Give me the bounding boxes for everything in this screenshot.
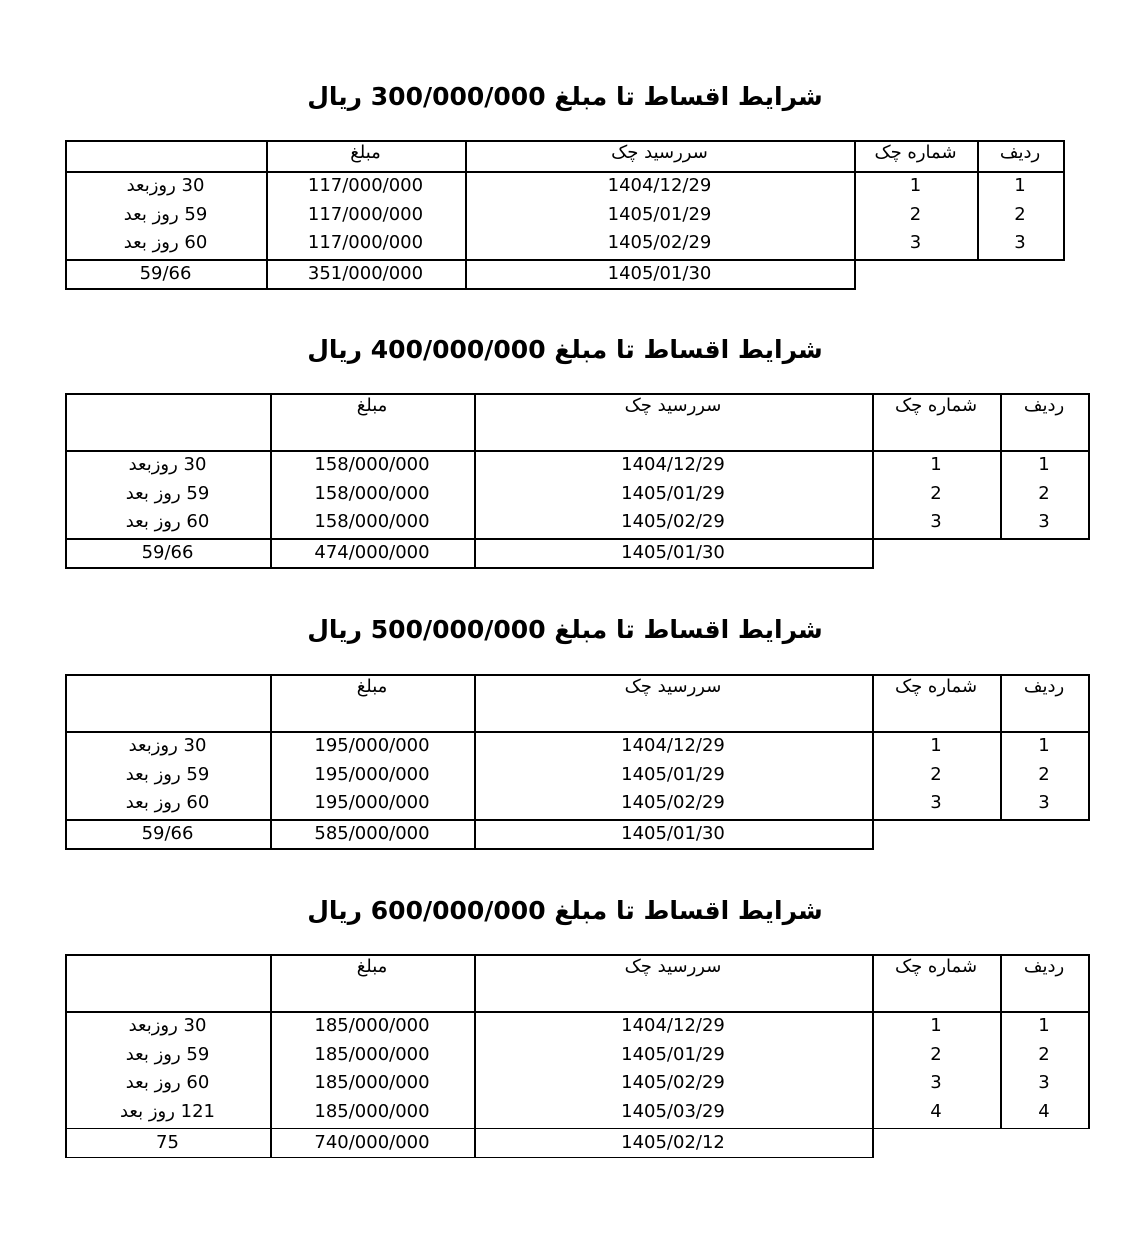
cell-check-no: 3: [909, 232, 922, 254]
cell-due-date: 1405/01/29: [621, 1043, 725, 1065]
cell-check-no: 3: [930, 511, 942, 533]
column-header-due-date: سررسید چک: [624, 676, 722, 697]
cell-row: 4: [1038, 1101, 1050, 1123]
table-rule: [1088, 674, 1090, 821]
cell-due-date: 1405/01/29: [621, 763, 725, 785]
cell-note: 60 روز بعد: [123, 232, 208, 254]
cell-note: 121 روز بعد: [119, 1101, 216, 1123]
cell-amount: 158/000/000: [314, 482, 430, 504]
column-header-note: [65, 954, 270, 980]
section-title: شرایط اقساط تا مبلغ 500/000/000 ریال: [307, 615, 823, 644]
column-header-check-no: شماره چک: [894, 956, 978, 977]
cell-check-no: 2: [930, 763, 942, 785]
column-header-amount: مبلغ: [356, 956, 388, 977]
cell-amount: 195/000/000: [314, 735, 430, 756]
cell-row: 1: [1038, 454, 1050, 475]
cell-due-date: 1404/12/29: [621, 735, 725, 756]
cell-due-date: 1405/01/29: [607, 203, 712, 225]
cell-due-date: 1405/01/29: [621, 482, 725, 504]
cell-amount: 195/000/000: [314, 763, 430, 785]
section-title: شرایط اقساط تا مبلغ 300/000/000 ریال: [307, 82, 823, 111]
cell-note: 59 روز بعد: [123, 203, 208, 225]
cell-row: 3: [1038, 1072, 1050, 1094]
cell-due-date: 1404/12/29: [621, 1015, 725, 1036]
total-due-date: 1405/01/30: [607, 263, 712, 285]
column-header-due-date: سررسید چک: [624, 395, 722, 416]
column-header-due-date: سررسید چک: [624, 956, 722, 977]
column-header-check-no: شماره چک: [894, 395, 978, 416]
cell-row: 1: [1038, 1015, 1050, 1036]
column-header-row: ردیف: [1023, 676, 1065, 697]
total-amount: 351/000/000: [307, 263, 424, 285]
cell-amount: 195/000/000: [314, 792, 430, 814]
table-rule: [872, 819, 874, 850]
column-header-amount: مبلغ: [350, 142, 381, 163]
table-rule: [1088, 393, 1090, 540]
section-title: شرایط اقساط تا مبلغ 600/000/000 ریال: [307, 896, 823, 925]
cell-due-date: 1405/02/29: [621, 511, 725, 533]
cell-note: 59 روز بعد: [125, 482, 210, 504]
cell-check-no: 3: [930, 1072, 942, 1094]
cell-note: 30 روزبعد: [128, 735, 207, 756]
column-header-note: [65, 393, 270, 419]
cell-check-no: 3: [930, 792, 942, 814]
table-rule: [1088, 954, 1090, 1129]
column-header-row: ردیف: [1023, 395, 1065, 416]
cell-check-no: 4: [930, 1101, 942, 1123]
cell-amount: 185/000/000: [314, 1015, 430, 1036]
table-rule: [1063, 140, 1065, 261]
total-amount: 740/000/000: [314, 1131, 430, 1153]
cell-row: 2: [1038, 482, 1050, 504]
cell-note: 30 روزبعد: [126, 175, 205, 196]
total-due-date: 1405/01/30: [621, 542, 725, 564]
cell-amount: 117/000/000: [307, 175, 424, 196]
cell-note: 30 روزبعد: [128, 1015, 207, 1036]
cell-amount: 185/000/000: [314, 1043, 430, 1065]
table-rule: [854, 259, 856, 290]
column-header-check-no: شماره چک: [894, 676, 978, 697]
total-note: 59/66: [141, 542, 194, 564]
cell-check-no: 1: [909, 175, 922, 196]
cell-check-no: 1: [930, 454, 942, 475]
cell-row: 1: [1038, 735, 1050, 756]
cell-amount: 185/000/000: [314, 1101, 430, 1123]
cell-check-no: 1: [930, 735, 942, 756]
total-amount: 585/000/000: [314, 823, 430, 845]
cell-check-no: 2: [930, 482, 942, 504]
cell-amount: 117/000/000: [307, 203, 424, 225]
cell-note: 60 روز بعد: [125, 1072, 210, 1094]
cell-note: 60 روز بعد: [125, 792, 210, 814]
column-header-note: [65, 140, 266, 166]
cell-row: 3: [1014, 232, 1026, 254]
cell-due-date: 1404/12/29: [607, 175, 712, 196]
cell-amount: 185/000/000: [314, 1072, 430, 1094]
table-rule: [872, 538, 874, 569]
cell-note: 59 روز بعد: [125, 763, 210, 785]
cell-due-date: 1404/12/29: [621, 454, 725, 475]
total-amount: 474/000/000: [314, 542, 430, 564]
cell-note: 30 روزبعد: [128, 454, 207, 475]
section-title: شرایط اقساط تا مبلغ 400/000/000 ریال: [307, 335, 823, 364]
cell-row: 3: [1038, 511, 1050, 533]
cell-due-date: 1405/02/29: [621, 1072, 725, 1094]
cell-note: 60 روز بعد: [125, 511, 210, 533]
total-due-date: 1405/02/12: [621, 1131, 725, 1153]
cell-due-date: 1405/02/29: [607, 232, 712, 254]
cell-amount: 117/000/000: [307, 232, 424, 254]
cell-row: 2: [1038, 1043, 1050, 1065]
column-header-amount: مبلغ: [356, 676, 388, 697]
column-header-check-no: شماره چک: [874, 142, 957, 163]
cell-row: 2: [1038, 763, 1050, 785]
total-note: 75: [156, 1131, 179, 1153]
column-header-due-date: سررسید چک: [611, 142, 708, 163]
cell-row: 2: [1014, 203, 1026, 225]
cell-amount: 158/000/000: [314, 511, 430, 533]
total-note: 59/66: [139, 263, 192, 285]
total-note: 59/66: [141, 823, 194, 845]
table-rule: [872, 1128, 874, 1159]
column-header-note: [65, 674, 270, 700]
column-header-row: ردیف: [1023, 956, 1065, 977]
cell-amount: 158/000/000: [314, 454, 430, 475]
column-header-amount: مبلغ: [356, 395, 388, 416]
cell-row: 1: [1014, 175, 1026, 196]
total-due-date: 1405/01/30: [621, 823, 725, 845]
cell-check-no: 2: [930, 1043, 942, 1065]
cell-row: 3: [1038, 792, 1050, 814]
cell-check-no: 1: [930, 1015, 942, 1036]
cell-note: 59 روز بعد: [125, 1043, 210, 1065]
cell-check-no: 2: [909, 203, 922, 225]
cell-due-date: 1405/02/29: [621, 792, 725, 814]
cell-due-date: 1405/03/29: [621, 1101, 725, 1123]
column-header-row: ردیف: [999, 142, 1041, 163]
